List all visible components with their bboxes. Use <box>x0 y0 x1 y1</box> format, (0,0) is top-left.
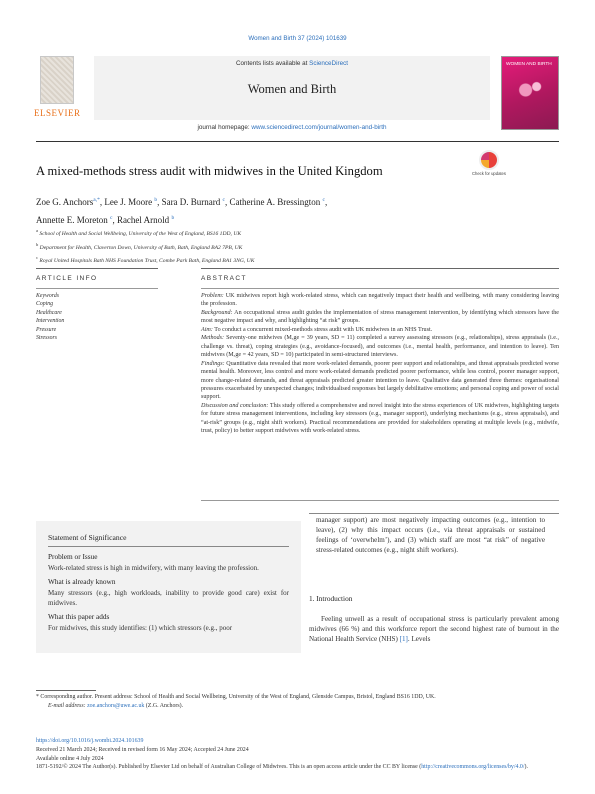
author-affiliation-marker[interactable]: b <box>154 197 158 203</box>
significance-adds-heading: What this paper adds <box>48 612 110 622</box>
elsevier-logo <box>34 56 81 120</box>
keyword: Stressors <box>36 335 58 342</box>
keywords-label: Keywords <box>36 293 59 299</box>
keyword: Healthcare <box>36 309 62 316</box>
publication-info <box>36 737 559 772</box>
check-for-updates-badge[interactable] <box>472 150 506 184</box>
abstract-bottom-rule <box>201 500 559 501</box>
doi-link[interactable]: https://doi.org/10.1016/j.wombi.2024.101639 <box>36 738 144 744</box>
journal-header-box <box>94 56 490 120</box>
article-info-heading: ARTICLE INFO <box>36 275 98 282</box>
check-updates-icon <box>479 150 499 170</box>
affiliation: $^c$ Royal United Hospitals Bath NHS Foundation Trust, Combe Park Bath, England BA1 3NG, UK <box>36 255 255 265</box>
journal-name: Women and Birth <box>247 82 337 96</box>
elsevier-tree-icon <box>40 56 74 104</box>
journal-cover-image <box>501 56 559 130</box>
affiliation: $^a$ School of Health and Social Wellbeing, University of the West of England, BS16 1DD, UK <box>36 228 242 237</box>
keyword: Pressure <box>36 326 57 333</box>
keyword: Coping <box>36 301 54 308</box>
significance-title: Statement of Significance <box>48 533 127 542</box>
article-info-rule <box>36 268 158 269</box>
check-updates-label: Check for updates <box>472 171 506 176</box>
abstract-aim: Aim: To conduct a concurrent mixed-methods stress audit with UK midwives in an NHS Trust. <box>201 326 433 333</box>
abstract-problem: Problem: UK midwives report high work-related stress, which can negatively impact their health and wellbeing, with many considering leaving the profession. <box>201 293 559 308</box>
author-affiliation-marker[interactable]: c <box>322 197 325 203</box>
received-dates: Received 21 March 2024; Received in revised form 16 May 2024; Accepted 24 June 2024 <box>36 746 249 753</box>
license-link[interactable]: http://creativecommons.org/licenses/by/4.0/ <box>421 764 525 771</box>
reference-link[interactable]: [1] <box>399 635 408 644</box>
significance-known-body: Many stressors (e.g., high workloads, inability to provide good care) exist for midwives. <box>48 589 289 607</box>
author-affiliation-marker[interactable]: c <box>222 197 225 203</box>
email-link[interactable]: zoe.anchors@uwe.ac.uk <box>87 702 145 709</box>
author: Catherine A. Bressington <box>229 197 321 207</box>
significance-continued: manager support) are most negatively impacting outcomes (e.g., intention to leave), (2) why this impact occurs (i.e., via threat appraisals or sustained feelings of ‘overwhelm’), and (3) which staff are most “at risk” of negative stress-related outcomes (e.g., night shift workers). <box>316 516 545 555</box>
introduction-body: Feeling unwell as a result of occupational stress is particularly prevalent among midwives (66 %) and this workforce report the second highest rate of burnout in the National Health Service (NHS) [1]. Levels <box>309 615 559 644</box>
cover-art <box>508 73 552 107</box>
journal-masthead <box>36 56 559 134</box>
available-online: Available online 4 July 2024 <box>36 755 104 762</box>
author: Annette E. Moreton <box>36 215 108 225</box>
sciencedirect-link[interactable]: ScienceDirect <box>309 60 348 67</box>
author: Lee J. Moore <box>104 197 153 207</box>
abstract-background: Background: An occupational stress audit guides the implementation of stress management intervention, by identifying which stressors have the most negative impact and why, and highlighting “at risk” groups. <box>201 309 559 325</box>
journal-homepage-line: journal homepage: www.sciencedirect.com/journal/women-and-birth <box>197 124 387 131</box>
significance-problem-body: Work-related stress is high in midwifery, with many leaving the profession. <box>48 563 259 572</box>
significance-problem-heading: Problem or Issue <box>48 551 98 561</box>
author-affiliation-marker[interactable]: c <box>109 215 113 221</box>
footnote <box>36 693 559 711</box>
introduction-heading: 1. Introduction <box>309 594 353 603</box>
keywords-rule <box>36 288 158 289</box>
footnote-rule <box>36 690 96 691</box>
abstract-discussion: Discussion and conclusion: This study offered a comprehensive and novel insight into the stress experiences of UK midwives, highlighting targets for future stress management interventions, including key stressors (e.g., manager support), underlying mechanisms (e.g., stress appraisals), and “at-risk” groups (e.g., night shift workers). Practical recommendations are provided for stakeholders operating at multiple levels (e.g., midwife, trust, policy) to better support midwives with work-related stress. <box>201 402 560 435</box>
header-rule <box>36 141 559 142</box>
article-title: A mixed-methods stress audit with midwives in the United Kingdom <box>36 164 383 178</box>
abstract-methods: Methods: Seventy-one midwives (Mₐge = 39 years, SD = 11) completed a survey assessing stressors (e.g., relationships), stress appraisals (i.e., challenge vs. threat), coping strategies (e.g., avoidance-focused), and outcomes (i.e., mental health, performance, and intention to leave). Ten midwives (Mₐge = 42 years, SD = 10) participated in semi-structured interviews. <box>201 335 559 359</box>
keywords-list <box>36 292 158 342</box>
author-affiliation-marker[interactable]: a,* <box>93 197 100 203</box>
license-line: 1871-5192/© 2024 The Author(s). Published by Elsevier Ltd on behalf of Australian College of Midwives. This is an open access article under the CC BY license (http://creativecommons.org/licenses/by/4.0/). <box>36 764 528 771</box>
journal-homepage-link[interactable]: www.sciencedirect.com/journal/women-and-birth <box>251 124 387 131</box>
abstract-rule <box>201 268 559 269</box>
abstract-findings: Findings: Quantitative data revealed that more work-related demands, poorer peer support and relationships, and threat appraisals predicted worse mental health. Moreover, less control and more work-related demands predicted poorer performance, while less control, poorer manager support, more change-related demands, and threat appraisals predicted greater intention to leave. Qualitative data generated three themes: organisational pressures exacerbated by unexpected changes; individualised responses but largely debilitative emotions; and personal coping and power of social support. <box>201 360 559 401</box>
continued-box-rule <box>309 513 559 514</box>
email-line: E-mail address: zoe.anchors@uwe.ac.uk (Z.G. Anchors). <box>48 702 184 709</box>
statement-of-significance-box <box>36 521 301 653</box>
author: Rachel Arnold <box>116 215 170 225</box>
significance-known-heading: What is already known <box>48 577 116 587</box>
elsevier-wordmark: ELSEVIER <box>34 108 81 118</box>
author: Zoe G. Anchors <box>36 197 94 207</box>
abstract-body <box>201 292 559 436</box>
significance-rule <box>48 546 289 547</box>
journal-citation[interactable]: Women and Birth 37 (2024) 101639 <box>248 35 347 42</box>
author: Sara D. Burnard <box>161 197 221 207</box>
abstract-heading: ABSTRACT <box>201 275 247 282</box>
affiliation-list <box>36 226 476 267</box>
contents-line: Contents lists available at ScienceDirect <box>235 60 348 67</box>
significance-adds-body: For midwives, this study identifies: (1) which stressors (e.g., poor <box>48 624 233 633</box>
cover-title: WOMEN AND BIRTH <box>506 62 552 67</box>
abstract-top-rule <box>201 288 559 289</box>
author-affiliation-marker[interactable]: b <box>171 215 175 221</box>
author-list: Zoe G. Anchors$^{a,*}$, Lee J. Moore $^b$, Sara D. Burnard $^c$, Catherine A. Bressington $^c$, Annette E. Moreton $^c$, Rachel Arnold $^b$ <box>36 197 328 225</box>
keyword: Intervention <box>36 318 65 325</box>
corresponding-author-note: * Corresponding author. Present address: School of Health and Social Wellbeing, University of the West of England, Glenside Campus, Bristol, England BS16 1DD, UK. <box>36 694 436 700</box>
affiliation: $^b$ Department for Health, Claverton Down, University of Bath, Bath, England BA2 7PB, UK <box>36 241 243 251</box>
